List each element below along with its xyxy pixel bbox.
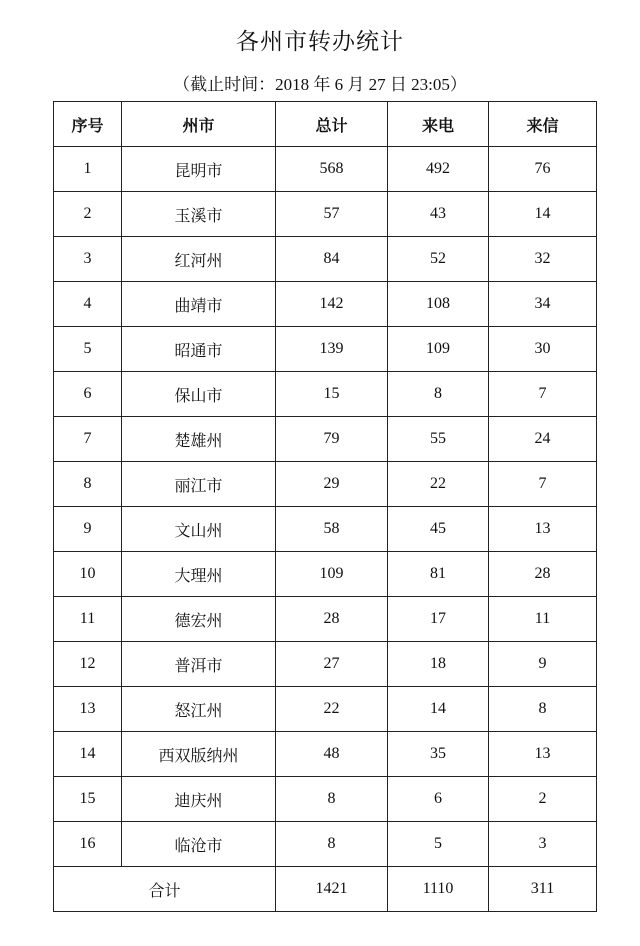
table-row — [54, 147, 597, 192]
cell-calls: 52 — [388, 237, 489, 282]
cell-calls: 35 — [388, 732, 489, 777]
table-row — [54, 192, 597, 237]
table-row — [54, 732, 597, 777]
table-row — [54, 417, 597, 462]
cell-city: 怒江州 — [122, 687, 276, 732]
table-row — [54, 507, 597, 552]
cell-seq: 10 — [54, 552, 122, 597]
cell-total: 29 — [276, 462, 388, 507]
cell-calls: 108 — [388, 282, 489, 327]
column-header-calls: 来电 — [388, 102, 489, 147]
cell-seq: 8 — [54, 462, 122, 507]
column-header-letters: 来信 — [489, 102, 597, 147]
cell-city: 保山市 — [122, 372, 276, 417]
summary-row — [54, 867, 597, 912]
cell-total: 48 — [276, 732, 388, 777]
summary-label: 合计 — [54, 867, 276, 912]
cell-total: 8 — [276, 777, 388, 822]
cell-seq: 6 — [54, 372, 122, 417]
table-row — [54, 372, 597, 417]
summary-letters: 311 — [489, 867, 597, 912]
cell-city: 曲靖市 — [122, 282, 276, 327]
cell-total: 57 — [276, 192, 388, 237]
summary-calls: 1110 — [388, 867, 489, 912]
cell-total: 139 — [276, 327, 388, 372]
cell-total: 8 — [276, 822, 388, 867]
cell-seq: 3 — [54, 237, 122, 282]
cell-city: 丽江市 — [122, 462, 276, 507]
transfer-statistics-table — [53, 101, 597, 912]
table-row — [54, 237, 597, 282]
cell-calls: 17 — [388, 597, 489, 642]
table-header-row — [54, 102, 597, 147]
cell-calls: 8 — [388, 372, 489, 417]
cell-total: 15 — [276, 372, 388, 417]
cell-letters: 24 — [489, 417, 597, 462]
cell-letters: 8 — [489, 687, 597, 732]
cell-seq: 13 — [54, 687, 122, 732]
column-header-total: 总计 — [276, 102, 388, 147]
cell-letters: 30 — [489, 327, 597, 372]
cell-seq: 14 — [54, 732, 122, 777]
cell-calls: 22 — [388, 462, 489, 507]
table-row — [54, 597, 597, 642]
table-body — [54, 147, 597, 912]
cell-seq: 16 — [54, 822, 122, 867]
cell-letters: 34 — [489, 282, 597, 327]
cell-letters: 9 — [489, 642, 597, 687]
cell-calls: 109 — [388, 327, 489, 372]
cell-total: 27 — [276, 642, 388, 687]
cell-total: 58 — [276, 507, 388, 552]
cell-letters: 13 — [489, 507, 597, 552]
cell-letters: 2 — [489, 777, 597, 822]
cell-letters: 7 — [489, 462, 597, 507]
table-row — [54, 777, 597, 822]
summary-total: 1421 — [276, 867, 388, 912]
table-row — [54, 822, 597, 867]
cell-calls: 55 — [388, 417, 489, 462]
cell-city: 红河州 — [122, 237, 276, 282]
cell-total: 79 — [276, 417, 388, 462]
cell-seq: 12 — [54, 642, 122, 687]
cell-seq: 2 — [54, 192, 122, 237]
cell-letters: 32 — [489, 237, 597, 282]
document-title: 各州市转办统计 — [236, 29, 404, 55]
cell-total: 109 — [276, 552, 388, 597]
cell-city: 普洱市 — [122, 642, 276, 687]
cell-city: 西双版纳州 — [122, 732, 276, 777]
cell-letters: 11 — [489, 597, 597, 642]
cell-calls: 45 — [388, 507, 489, 552]
cell-seq: 5 — [54, 327, 122, 372]
cell-city: 玉溪市 — [122, 192, 276, 237]
cell-calls: 5 — [388, 822, 489, 867]
cell-city: 大理州 — [122, 552, 276, 597]
cell-city: 楚雄州 — [122, 417, 276, 462]
cell-total: 22 — [276, 687, 388, 732]
cell-calls: 18 — [388, 642, 489, 687]
cell-calls: 6 — [388, 777, 489, 822]
cell-city: 文山州 — [122, 507, 276, 552]
cell-total: 142 — [276, 282, 388, 327]
cell-letters: 7 — [489, 372, 597, 417]
cutoff-time-note: （截止时间：2018 年 6 月 27 日 23:05） — [173, 75, 467, 94]
cell-city: 昭通市 — [122, 327, 276, 372]
table-row — [54, 687, 597, 732]
cell-calls: 14 — [388, 687, 489, 732]
table-row — [54, 327, 597, 372]
cell-seq: 4 — [54, 282, 122, 327]
cell-city: 迪庆州 — [122, 777, 276, 822]
table-row — [54, 282, 597, 327]
cell-seq: 7 — [54, 417, 122, 462]
cell-calls: 81 — [388, 552, 489, 597]
cell-total: 568 — [276, 147, 388, 192]
table-row — [54, 462, 597, 507]
cell-letters: 28 — [489, 552, 597, 597]
cell-city: 临沧市 — [122, 822, 276, 867]
table-row — [54, 552, 597, 597]
column-header-seq: 序号 — [54, 102, 122, 147]
table-row — [54, 642, 597, 687]
cell-city: 德宏州 — [122, 597, 276, 642]
cell-city: 昆明市 — [122, 147, 276, 192]
cell-letters: 14 — [489, 192, 597, 237]
cell-calls: 492 — [388, 147, 489, 192]
cell-letters: 13 — [489, 732, 597, 777]
cell-total: 28 — [276, 597, 388, 642]
cell-letters: 3 — [489, 822, 597, 867]
cell-seq: 15 — [54, 777, 122, 822]
cell-calls: 43 — [388, 192, 489, 237]
cell-seq: 11 — [54, 597, 122, 642]
cell-letters: 76 — [489, 147, 597, 192]
column-header-city: 州市 — [122, 102, 276, 147]
cell-seq: 9 — [54, 507, 122, 552]
cell-total: 84 — [276, 237, 388, 282]
cell-seq: 1 — [54, 147, 122, 192]
